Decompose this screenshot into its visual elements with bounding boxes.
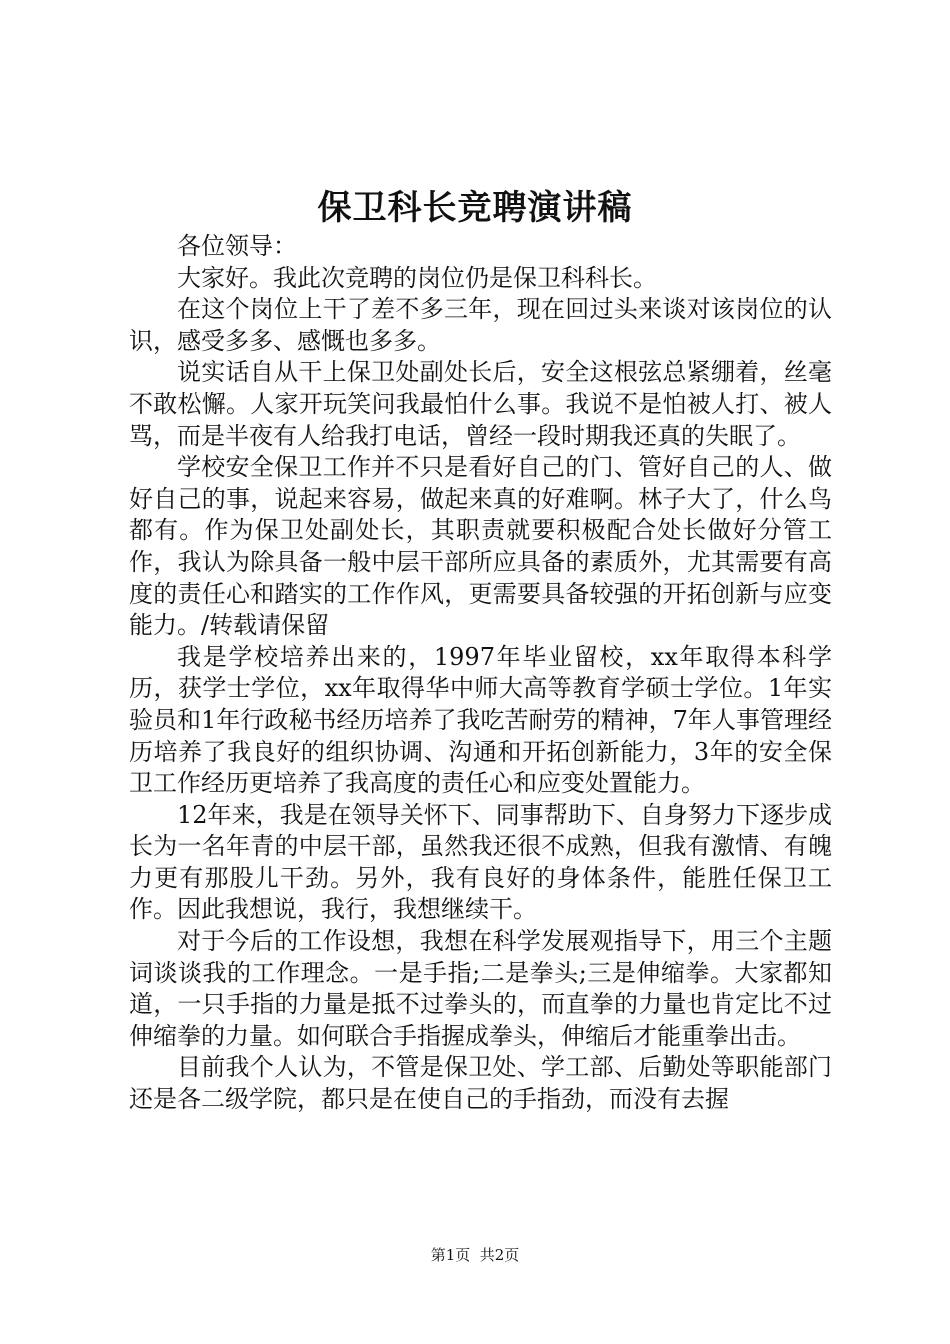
paragraph: 说实话自从干上保卫处副处长后，安全这根弦总紧绷着，丝毫不敢松懈。人家开玩笑问我最怕什么事。我说不是怕被人打、被人骂，而是半夜有人给我打电话，曾经一段时期我还真的失眠了。 (129, 358, 832, 450)
page-number: 第1页 共2页 (430, 1246, 520, 1264)
paragraph: 我是学校培养出来的，1997年毕业留校，xx年取得本科学历，获学士学位，xx年取得华中师大高等教育学硕士学位。1年实验员和1年行政秘书经历培养了我吃苦耐劳的精神，7年人事管理经历培养了我良好的组织协调、沟通和开拓创新能力，3年的安全保卫工作经历更培养了我高度的责任心和应变处置能力。 (129, 642, 832, 798)
paragraph: 目前我个人认为，不管是保卫处、学工部、后勤处等职能部门还是各二级学院，都只是在使自己的手指劲，而没有去握 (129, 1053, 832, 1114)
paragraph: 大家好。我此次竞聘的岗位仍是保卫科科长。 (177, 263, 657, 292)
document-body (129, 231, 832, 1116)
page-footer (0, 1243, 950, 1267)
paragraph: 对于今后的工作设想，我想在科学发展观指导下，用三个主题词谈谈我的工作理念。一是手指;二是拳头;三是伸缩拳。大家都知道，一只手指的力量是抵不过拳头的，而直拳的力量也肯定比不过伸缩拳的力量。如何联合手指握成拳头，伸缩后才能重拳出击。 (129, 927, 832, 1050)
paragraph: 学校安全保卫工作并不只是看好自己的门、管好自己的人、做好自己的事，说起来容易，做起来真的好难啊。林子大了，什么鸟都有。作为保卫处副处长，其职责就要积极配合处长做好分管工作，我认为除具备一般中层干部所应具备的素质外，尤其需要有高度的责任心和踏实的工作作风，更需要具备较强的开拓创新与应变能力。/转载请保留 (129, 453, 832, 640)
document-title: 保卫科长竞聘演讲稿 (317, 188, 633, 228)
paragraph: 12年来，我是在领导关怀下、同事帮助下、自身努力下逐步成长为一名年青的中层干部，虽然我还很不成熟，但我有激情、有魄力更有那股儿干劲。另外，我有良好的身体条件，能胜任保卫工作。因此我想说，我行，我想继续干。 (129, 800, 832, 924)
paragraph: 在这个岗位上干了差不多三年，现在回过头来谈对该岗位的认识，感受多多、感慨也多多。 (129, 295, 832, 355)
paragraph-greeting: 各位领导： (177, 232, 297, 260)
